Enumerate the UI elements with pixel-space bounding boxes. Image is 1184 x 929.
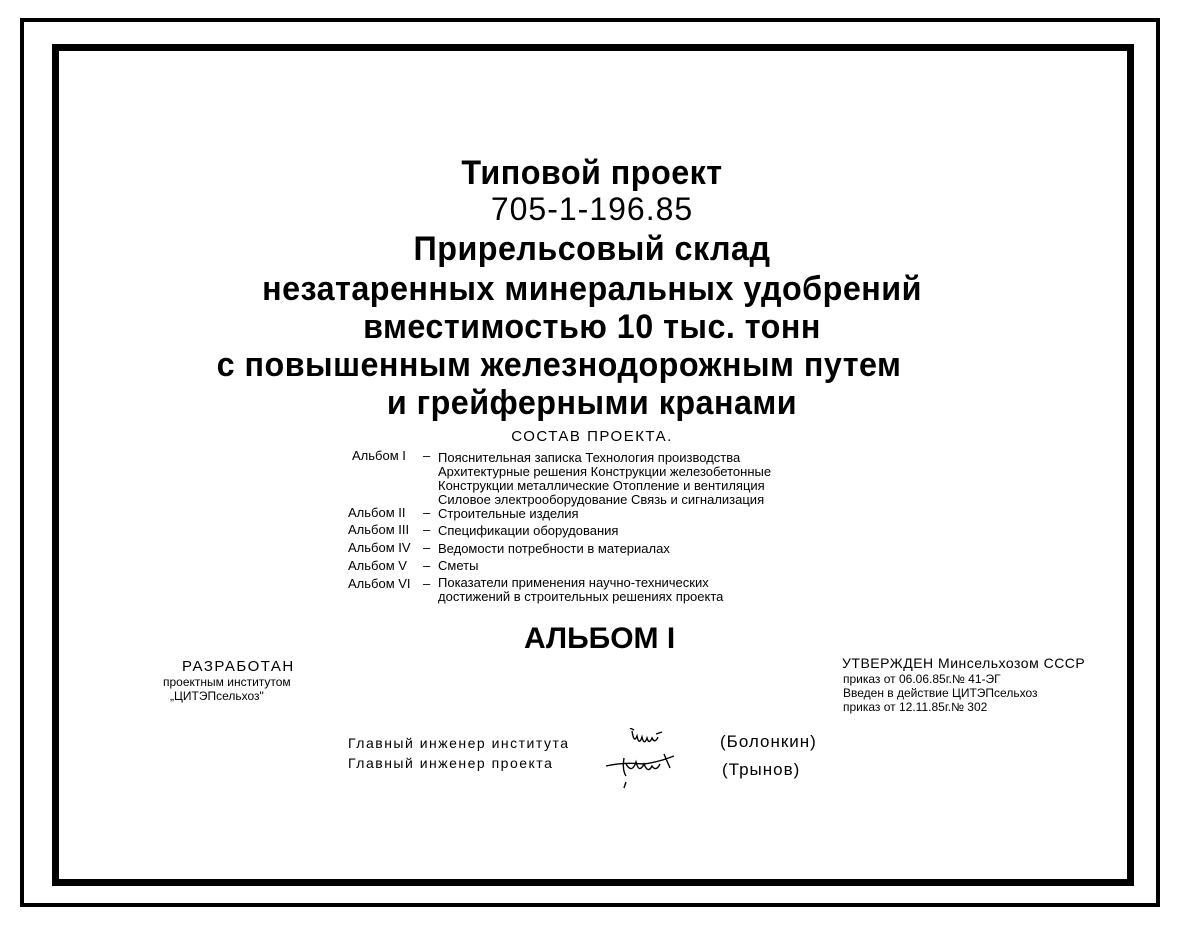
signature-name: (Трынов) bbox=[722, 760, 801, 779]
title-line-6: с повышенным железнодорожным путем bbox=[216, 346, 902, 384]
approved-line-1: УТВЕРЖДЕН Минсельхозом СССР bbox=[842, 655, 1086, 671]
title-line-7: и грейферными кранами bbox=[386, 384, 798, 422]
approved-line-3: Введен в действие ЦИТЭПсельхоз bbox=[843, 686, 1038, 700]
signature-role: Главный инженер проекта bbox=[348, 755, 554, 771]
album-desc-line: Ведомости потребности в материалах bbox=[438, 541, 670, 556]
album-label: Альбом IV bbox=[348, 540, 411, 555]
album-heading: АЛЬБОМ I bbox=[524, 622, 676, 655]
album-desc-line: Сметы bbox=[438, 558, 479, 573]
developed-line-2: „ЦИТЭПсельхоз" bbox=[170, 689, 264, 703]
album-desc-line: Конструкции металлические Отопление и вентиляция bbox=[438, 478, 765, 493]
album-desc-line: Показатели применения научно-технических bbox=[438, 575, 709, 590]
title-line-5: вместимостью 10 тыс. тонн bbox=[363, 308, 821, 346]
album-label: Альбом V bbox=[348, 558, 407, 573]
album-dash: – bbox=[423, 448, 431, 463]
album-dash: – bbox=[423, 522, 431, 537]
album-dash: – bbox=[423, 540, 431, 555]
album-desc-line: Силовое электрооборудование Связь и сигнализация bbox=[438, 492, 765, 507]
project-number: 705-1-196.85 bbox=[490, 191, 694, 227]
signature-role: Главный инженер института bbox=[348, 735, 570, 751]
album-dash: – bbox=[423, 576, 431, 591]
developed-heading: РАЗРАБОТАН bbox=[182, 658, 295, 675]
signature-name: (Болонкин) bbox=[720, 732, 817, 751]
album-label: Альбом II bbox=[348, 505, 406, 520]
approved-line-2: приказ от 06.06.85г.№ 41-ЭГ bbox=[843, 672, 1001, 686]
album-desc-line: Архитектурные решения Конструкции железобетонные bbox=[438, 464, 772, 479]
album-desc-line: Спецификации оборудования bbox=[438, 523, 619, 538]
album-desc-line: Пояснительная записка Технология производства bbox=[438, 450, 741, 465]
album-dash: – bbox=[423, 558, 431, 573]
album-label: Альбом VI bbox=[348, 576, 411, 591]
album-desc-line: достижений в строительных решениях проекта bbox=[438, 589, 724, 604]
title-line-3: Прирельсовый склад bbox=[413, 230, 771, 268]
approved-line-4: приказ от 12.11.85г.№ 302 bbox=[843, 700, 988, 714]
album-dash: – bbox=[423, 505, 431, 520]
album-label: Альбом III bbox=[348, 522, 410, 537]
developed-line-1: проектным институтом bbox=[163, 675, 291, 689]
signature-mark bbox=[628, 728, 668, 750]
signature-mark bbox=[604, 748, 680, 790]
title-line-4: незатаренных минеральных удобрений bbox=[262, 270, 922, 308]
album-desc-line: Строительные изделия bbox=[438, 506, 579, 521]
album-label: Альбом I bbox=[352, 448, 406, 463]
composition-heading: СОСТАВ ПРОЕКТА. bbox=[511, 428, 673, 445]
title-line-1: Типовой проект bbox=[461, 154, 723, 192]
